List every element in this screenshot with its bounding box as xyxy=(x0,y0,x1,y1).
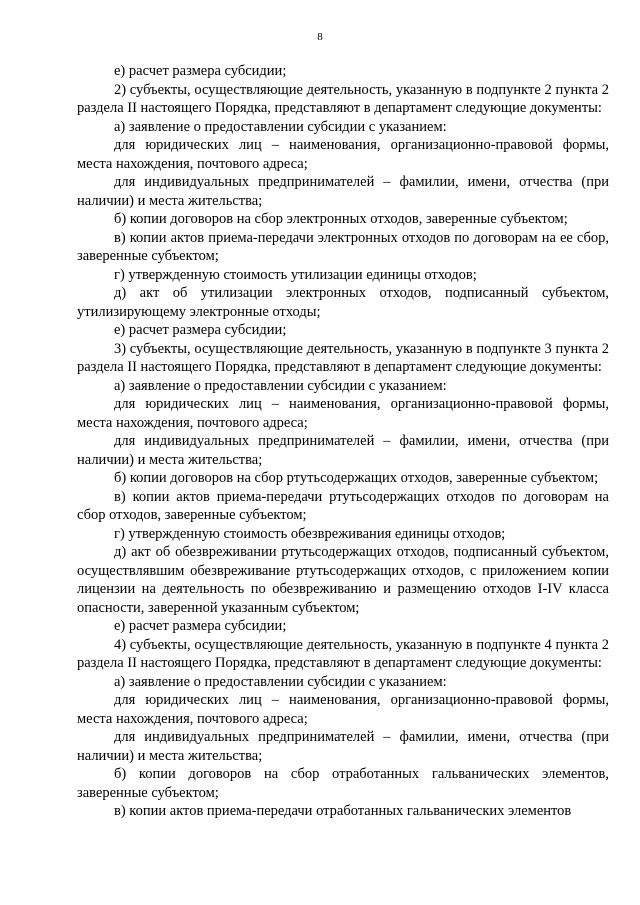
paragraph: а) заявление о предоставлении субсидии с указанием: xyxy=(114,118,447,135)
paragraph: б) копии договоров на сбор электронных отходов, заверенные субъектом; xyxy=(114,211,568,227)
paragraph: е) расчет размера субсидии; xyxy=(114,322,287,338)
paragraph: для юридических лиц – наименования, организационно-правовой формы, места нахождения, почтового адреса; xyxy=(77,692,609,727)
paragraph: в) копии актов приема-передачи электронных отходов по договорам на ее сбор, заверенные субъектом; xyxy=(77,229,609,264)
paragraph: е) расчет размера субсидии; xyxy=(114,63,287,79)
paragraph: в) копии актов приема-передачи ртутьсодержащих отходов по договорам на сбор отходов, заверенные субъектом; xyxy=(77,488,609,523)
paragraph: в) копии актов приема-передачи отработанных гальванических элементов xyxy=(114,803,572,819)
paragraph: 3) субъекты, осуществляющие деятельность, указанную в подпункте 3 пункта 2 раздела II настоящего Порядка, представляют в департамент следующие документы: xyxy=(77,340,609,375)
paragraph: 2) субъекты, осуществляющие деятельность, указанную в подпункте 2 пункта 2 раздела II настоящего Порядка, представляют в департамент следующие документы: xyxy=(77,81,609,116)
paragraph: для юридических лиц – наименования, организационно-правовой формы, места нахождения, почтового адреса; xyxy=(77,396,609,431)
paragraph: а) заявление о предоставлении субсидии с указанием: xyxy=(114,377,447,394)
paragraph: г) утвержденную стоимость обезвреживания единицы отходов; xyxy=(114,525,506,542)
paragraph: б) копии договоров на сбор отработанных гальванических элементов, заверенные субъектом; xyxy=(77,766,609,801)
page-number: 8 xyxy=(317,31,323,43)
paragraph: 4) субъекты, осуществляющие деятельность, указанную в подпункте 4 пункта 2 раздела II настоящего Порядка, представляют в департамент следующие документы: xyxy=(77,636,609,671)
paragraph: д) акт об утилизации электронных отходов, подписанный субъектом, утилизирующему электронные отходы; xyxy=(77,285,609,320)
paragraph: для юридических лиц – наименования, организационно-правовой формы, места нахождения, почтового адреса; xyxy=(77,137,609,172)
document-body xyxy=(77,62,609,821)
paragraph: д) акт об обезвреживании ртутьсодержащих отходов, подписанный субъектом, осуществлявшим обезвреживание ртутьсодержащих отходов, с приложением копии лицензии на деятельность по обезвреживанию и размещению отходов I-IV класса опасности, заверенной указанным субъектом; xyxy=(77,544,609,616)
paragraph: б) копии договоров на сбор ртутьсодержащих отходов, заверенные субъектом; xyxy=(114,470,599,486)
paragraph: е) расчет размера субсидии; xyxy=(114,618,287,634)
paragraph: для индивидуальных предпринимателей – фамилии, имени, отчества (при наличии) и места жительства; xyxy=(77,433,609,468)
paragraph: для индивидуальных предпринимателей – фамилии, имени, отчества (при наличии) и места жительства; xyxy=(77,729,609,764)
paragraph: а) заявление о предоставлении субсидии с указанием: xyxy=(114,673,447,690)
paragraph: для индивидуальных предпринимателей – фамилии, имени, отчества (при наличии) и места жительства; xyxy=(77,174,609,209)
paragraph: г) утвержденную стоимость утилизации единицы отходов; xyxy=(114,266,477,283)
